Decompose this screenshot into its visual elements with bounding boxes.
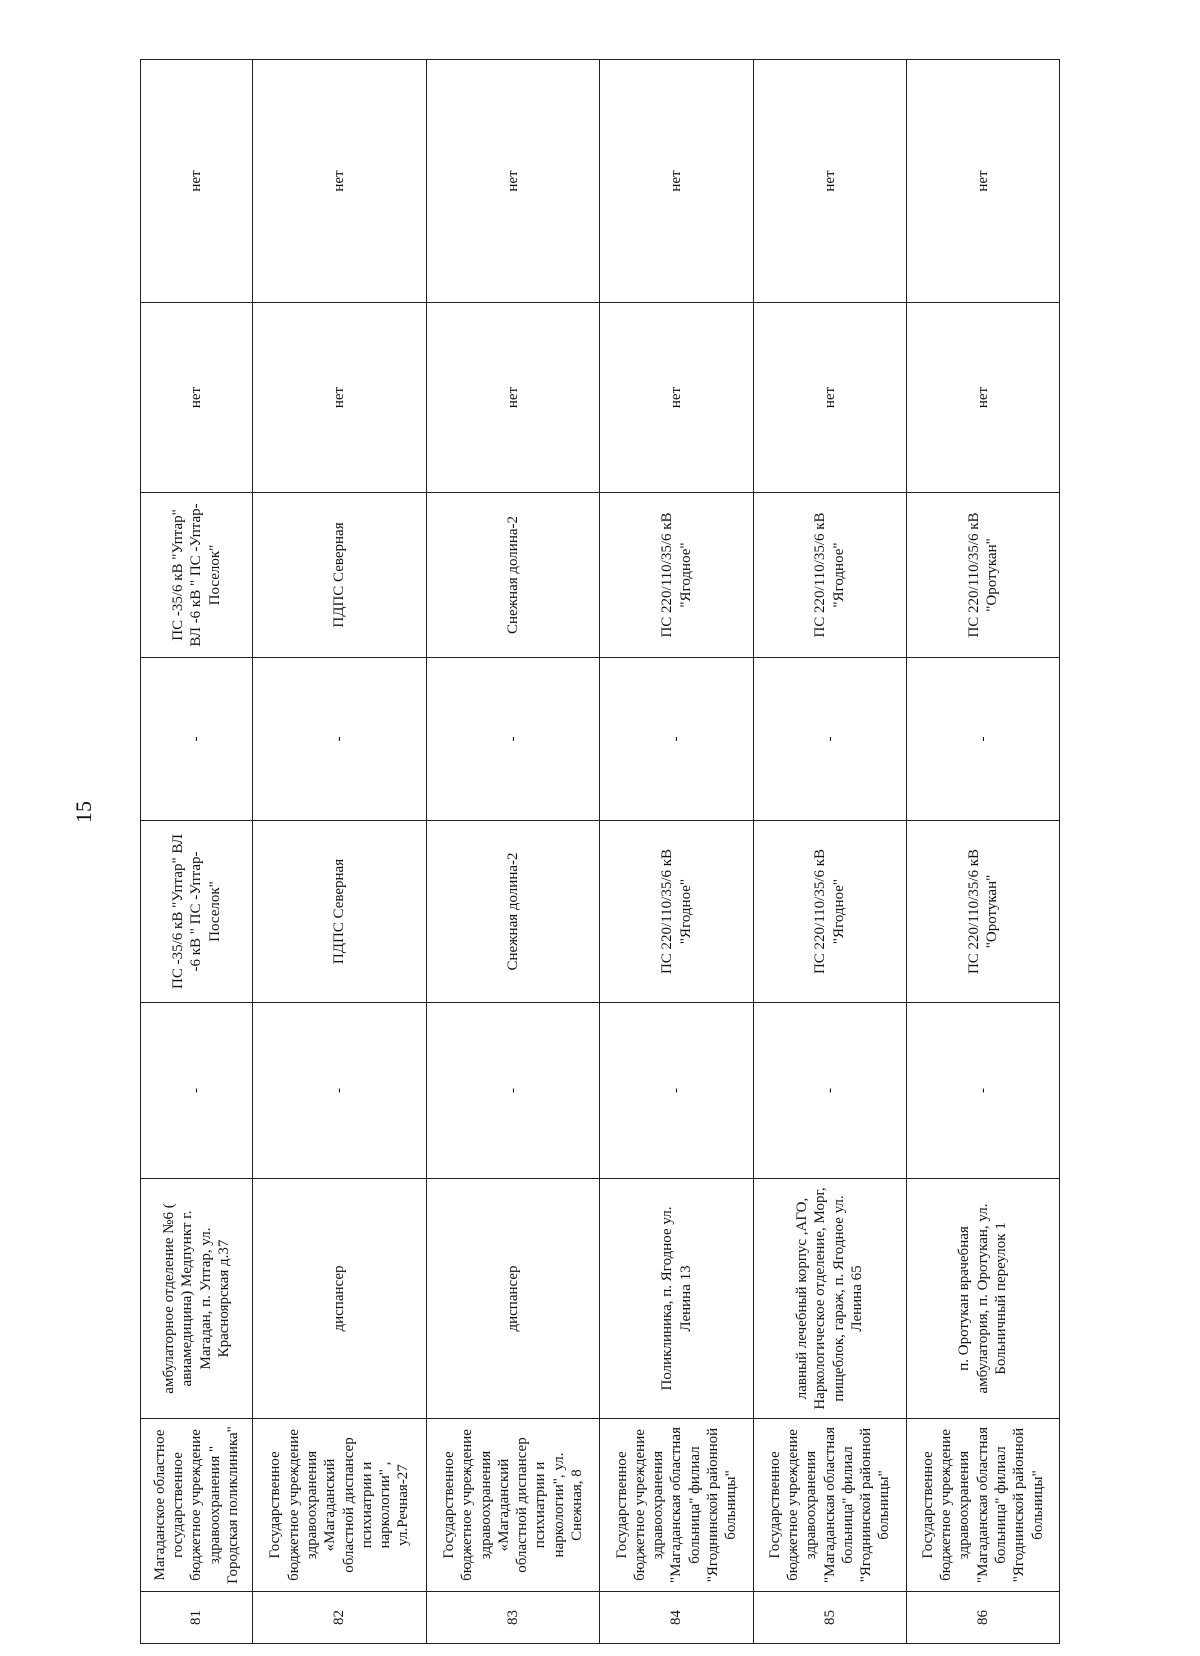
table-row: [426, 60, 600, 1644]
organization-cell: Государственное бюджетное учреждение здравоохранения "Магаданская областная больница" филиал "Ягоднинской районной больницы": [753, 1419, 906, 1592]
no-cell: нет: [906, 303, 1059, 493]
substation-cell: ПДПС Северная: [253, 821, 427, 1003]
table-row: [906, 60, 1059, 1644]
no-cell: нет: [141, 303, 253, 493]
registry-table: [140, 59, 1060, 1644]
dash-cell: -: [141, 658, 253, 821]
dash-cell: -: [600, 658, 753, 821]
dash-cell: -: [426, 658, 600, 821]
substation-cell: ПС 220/110/35/6 кВ "Оротукан": [906, 493, 1059, 658]
no-cell: нет: [753, 60, 906, 303]
object-cell: Поликлиника, п. Ягодное ул. Ленина 13: [600, 1179, 753, 1419]
no-cell: нет: [141, 60, 253, 303]
substation-cell: ПС -35/6 кВ "Уптар" ВЛ -6 кВ " ПС -Уптар-Поселок": [141, 493, 253, 658]
table-row: [253, 60, 427, 1644]
rotated-table-area: [140, 60, 1200, 1625]
row-number: 84: [600, 1592, 753, 1644]
organization-cell: Государственное бюджетное учреждение здравоохранения "Магаданская областная больница" филиал "Ягоднинской районной больницы": [600, 1419, 753, 1592]
substation-cell: ПС 220/110/35/6 кВ "Ягодное": [753, 493, 906, 658]
table-row: [141, 60, 253, 1644]
no-cell: нет: [906, 60, 1059, 303]
dash-cell: -: [600, 1003, 753, 1179]
no-cell: нет: [600, 60, 753, 303]
object-cell: диспансер: [426, 1179, 600, 1419]
table-row: [600, 60, 753, 1644]
no-cell: нет: [253, 303, 427, 493]
dash-cell: -: [253, 658, 427, 821]
rotated-table-frame: [140, 60, 1060, 1644]
dash-cell: -: [906, 658, 1059, 821]
no-cell: нет: [753, 303, 906, 493]
dash-cell: -: [426, 1003, 600, 1179]
page-number: 15: [71, 801, 96, 823]
substation-cell: ПС 220/110/35/6 кВ "Ягодное": [753, 821, 906, 1003]
dash-cell: -: [141, 1003, 253, 1179]
object-cell: диспансер: [253, 1179, 427, 1419]
object-cell: лавный лечебный корпус ,АГО, Наркологическое отделение, Морг, пищеблок, гараж, п. Ягодное ул. Ленина 65: [753, 1179, 906, 1419]
organization-cell: Государственное бюджетное учреждение здравоохранения "Магаданская областная больница" филиал "Ягоднинской районной больницы": [906, 1419, 1059, 1592]
substation-cell: ПС 220/110/35/6 кВ "Ягодное": [600, 821, 753, 1003]
object-cell: амбулаторное отделение №6 ( авиамедицина) Медпункт г. Магадан, п. Уптар, ул. Красноярская д.37: [141, 1179, 253, 1419]
substation-cell: ПС 220/110/35/6 кВ "Оротукан": [906, 821, 1059, 1003]
substation-cell: Снежная долина-2: [426, 493, 600, 658]
substation-cell: ПС 220/110/35/6 кВ "Ягодное": [600, 493, 753, 658]
no-cell: нет: [253, 60, 427, 303]
row-number: 85: [753, 1592, 906, 1644]
object-cell: п. Оротукан врачебная амбулатория, п. Оротукан, ул. Больничный переулок 1: [906, 1179, 1059, 1419]
substation-cell: Снежная долина-2: [426, 821, 600, 1003]
dash-cell: -: [253, 1003, 427, 1179]
no-cell: нет: [600, 303, 753, 493]
substation-cell: ПС -35/6 кВ "Уптар" ВЛ -6 кВ " ПС -Уптар-Поселок": [141, 821, 253, 1003]
row-number: 82: [253, 1592, 427, 1644]
row-number: 81: [141, 1592, 253, 1644]
table-row: [753, 60, 906, 1644]
dash-cell: -: [906, 1003, 1059, 1179]
row-number: 86: [906, 1592, 1059, 1644]
no-cell: нет: [426, 303, 600, 493]
dash-cell: -: [753, 658, 906, 821]
no-cell: нет: [426, 60, 600, 303]
organization-cell: Магаданское областное государственное бюджетное учреждение здравоохранения " Городская поликлиника": [141, 1419, 253, 1592]
substation-cell: ПДПС Северная: [253, 493, 427, 658]
organization-cell: Государственное бюджетное учреждение здравоохранения «Магаданский областной диспансер психиатрии и наркологии", ул. Снежная, 8: [426, 1419, 600, 1592]
organization-cell: Государственное бюджетное учреждение здравоохранения «Магаданский областной диспансер психиатрии и наркологии" , ул.Речная-27: [253, 1419, 427, 1592]
dash-cell: -: [753, 1003, 906, 1179]
row-number: 83: [426, 1592, 600, 1644]
